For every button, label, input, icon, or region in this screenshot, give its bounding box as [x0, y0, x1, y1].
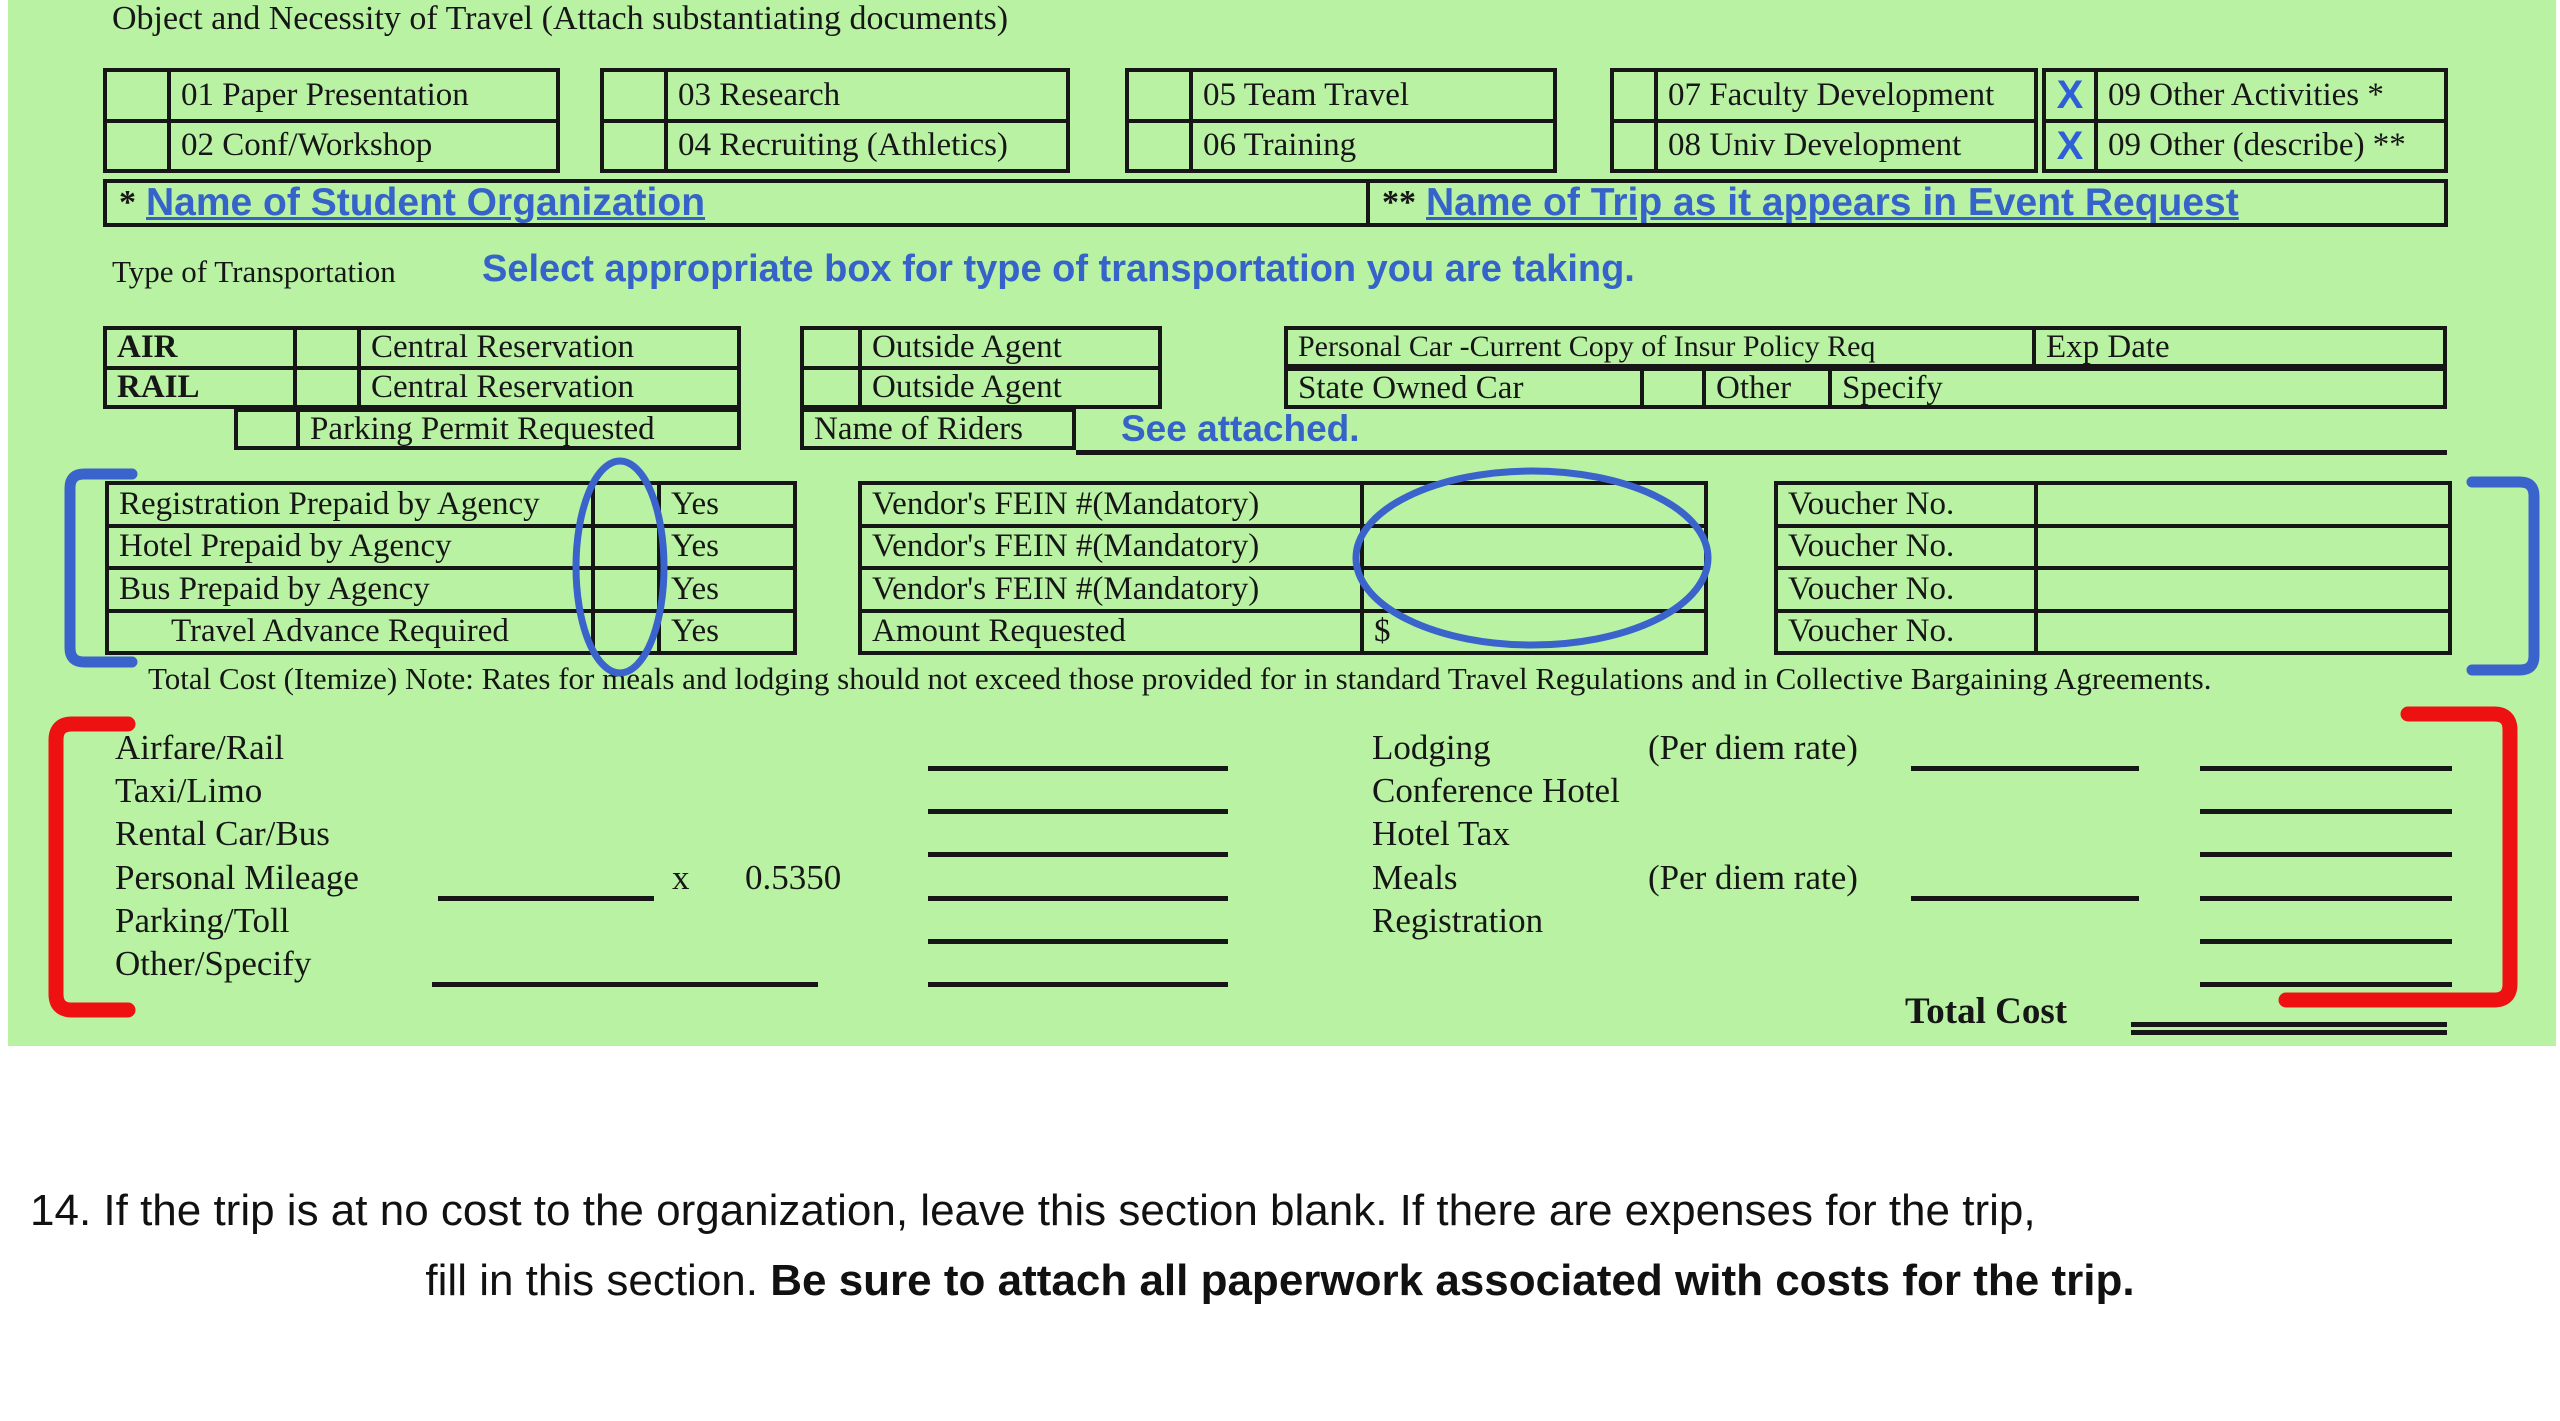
- checkbox-conf-workshop[interactable]: [107, 123, 171, 170]
- cost-item-label: Conference Hotel: [1372, 771, 1620, 810]
- yes-label: Yes: [671, 528, 720, 565]
- checkbox-air-central-reservation[interactable]: [297, 330, 361, 366]
- instruction-line-1: 14. If the trip is at no cost to the organization, leave this section blank. If there are expenses for the trip,: [30, 1186, 2036, 1235]
- cost-item-label: Other/Specify: [115, 944, 312, 983]
- cost-item-label: Meals: [1372, 858, 1458, 897]
- state-owned-car-label: State Owned Car: [1288, 371, 1644, 405]
- personal-car-label: Personal Car -Current Copy of Insur Policy Req: [1288, 330, 2036, 364]
- transportation-annotation: Select appropriate box for type of transportation you are taking.: [482, 248, 1635, 290]
- cost-item-label: Airfare/Rail: [115, 728, 285, 767]
- fill-line-taxi[interactable]: [928, 809, 1228, 814]
- category-label: 09 Other (describe) **: [2108, 127, 2406, 164]
- asterisk-marker: *: [119, 184, 136, 221]
- checkbox-other-activities[interactable]: [2046, 72, 2098, 119]
- voucher-value-field[interactable]: [2038, 570, 2448, 609]
- parking-permit-label: Parking Permit Requested: [310, 410, 655, 447]
- category-label: 08 Univ Development: [1668, 127, 1962, 164]
- prepaid-table: [105, 481, 797, 655]
- cost-item-label: Registration: [1372, 901, 1544, 940]
- see-attached-annotation: See attached.: [1121, 408, 1360, 449]
- voucher-label: Voucher No.: [1778, 528, 2038, 567]
- fill-line-meals[interactable]: [2200, 896, 2452, 901]
- central-reservation-label: Central Reservation: [371, 329, 635, 366]
- fill-line-meals-rate[interactable]: [1911, 896, 2139, 901]
- checkbox-faculty-development[interactable]: [1614, 72, 1658, 119]
- category-label: 02 Conf/Workshop: [181, 127, 433, 164]
- prepaid-label: Registration Prepaid by Agency: [109, 485, 595, 524]
- instruction-line-2: [0, 1256, 2560, 1306]
- fill-line-other[interactable]: [928, 982, 1228, 987]
- fein-label: Vendor's FEIN #(Mandatory): [862, 570, 1364, 609]
- trip-name-annotation: Name of Trip as it appears in Event Request: [1426, 181, 2239, 224]
- student-organization-field[interactable]: [107, 183, 1370, 223]
- per-diem-label: (Per diem rate): [1648, 728, 1858, 767]
- cost-item-label: Rental Car/Bus: [115, 814, 330, 853]
- name-of-riders-label: Name of Riders: [814, 410, 1023, 447]
- total-cost-note: Total Cost (Itemize) Note: Rates for meals and lodging should not exceed those provided for in standard Travel Regulations and in Collective Bargaining Agreements.: [148, 661, 2212, 696]
- fill-line-mileage-amount[interactable]: [928, 896, 1228, 901]
- outside-agent-label: Outside Agent: [872, 329, 1062, 366]
- per-diem-label: (Per diem rate): [1648, 858, 1858, 897]
- amount-requested-field[interactable]: $: [1374, 613, 1391, 650]
- prepaid-label: Travel Advance Required: [109, 613, 595, 652]
- voucher-label: Voucher No.: [1778, 613, 2038, 652]
- fein-table: [858, 481, 1708, 655]
- instruction-line-2-bold: Be sure to attach all paperwork associated with costs for the trip.: [770, 1256, 2135, 1305]
- checkbox-bus-prepaid[interactable]: [595, 570, 661, 609]
- fill-line-rental[interactable]: [928, 852, 1228, 857]
- category-label: 05 Team Travel: [1203, 76, 1410, 113]
- checkbox-rail-central-reservation[interactable]: [297, 370, 361, 406]
- outside-agent-label: Outside Agent: [872, 368, 1062, 405]
- checkbox-hotel-prepaid[interactable]: [595, 528, 661, 567]
- prepaid-label: Hotel Prepaid by Agency: [109, 528, 595, 567]
- section-title: Object and Necessity of Travel (Attach substantiating documents): [112, 0, 1009, 37]
- rail-label: RAIL: [107, 370, 297, 406]
- checkbox-travel-advance[interactable]: [595, 613, 661, 652]
- fill-line-parking[interactable]: [928, 939, 1228, 944]
- checkbox-univ-development[interactable]: [1614, 123, 1658, 170]
- category-label: 06 Training: [1203, 127, 1357, 164]
- air-label: AIR: [107, 330, 297, 366]
- voucher-value-field[interactable]: [2038, 613, 2448, 652]
- checkbox-recruiting[interactable]: [604, 123, 668, 170]
- fein-label: Vendor's FEIN #(Mandatory): [862, 528, 1364, 567]
- checkbox-research[interactable]: [604, 72, 668, 119]
- cost-item-label: Taxi/Limo: [115, 771, 263, 810]
- checkbox-other-transport[interactable]: [1644, 371, 1706, 405]
- category-group-1: [103, 68, 560, 173]
- checkbox-registration-prepaid[interactable]: [595, 485, 661, 524]
- fill-line-extra[interactable]: [2200, 982, 2452, 987]
- fill-line-registration[interactable]: [2200, 939, 2452, 944]
- outside-agent-table: [800, 326, 1162, 409]
- fill-line-other-specify[interactable]: [432, 982, 818, 987]
- voucher-value-field[interactable]: [2038, 528, 2448, 567]
- fein-value-field[interactable]: [1364, 485, 1704, 524]
- checkbox-parking-permit[interactable]: [238, 412, 300, 446]
- category-label: 01 Paper Presentation: [181, 76, 469, 113]
- other-label: Other: [1706, 371, 1832, 405]
- double-asterisk-marker: **: [1382, 184, 1416, 221]
- yes-label: Yes: [671, 570, 720, 607]
- total-cost-label: Total Cost: [1905, 991, 2068, 1032]
- total-cost-fill-line[interactable]: [2131, 1022, 2447, 1035]
- fill-line-airfare[interactable]: [928, 766, 1228, 771]
- voucher-table: [1774, 481, 2452, 655]
- riders-value-field[interactable]: [1076, 408, 2447, 455]
- state-owned-car-row: [1284, 367, 2447, 409]
- fill-line-mileage-miles[interactable]: [438, 896, 654, 901]
- fill-line-lodging[interactable]: [2200, 766, 2452, 771]
- cost-item-label: Lodging: [1372, 728, 1491, 767]
- checkbox-other-describe[interactable]: [2046, 123, 2098, 170]
- exp-date-field[interactable]: Exp Date: [2046, 328, 2170, 365]
- fein-value-field[interactable]: [1364, 570, 1704, 609]
- fill-line-hotel-tax[interactable]: [2200, 852, 2452, 857]
- specify-field[interactable]: Specify: [1842, 369, 1943, 406]
- category-group-2: [600, 68, 1070, 173]
- voucher-label: Voucher No.: [1778, 570, 2038, 609]
- central-reservation-label: Central Reservation: [371, 368, 635, 405]
- transportation-section-label: Type of Transportation: [112, 254, 396, 289]
- fill-line-lodging-rate[interactable]: [1911, 766, 2139, 771]
- category-label: 03 Research: [678, 76, 841, 113]
- category-group-3: [1125, 68, 1557, 173]
- checkbox-paper-presentation[interactable]: [107, 72, 171, 119]
- trip-name-field[interactable]: [1370, 183, 2444, 223]
- air-rail-table: [103, 326, 741, 409]
- mileage-rate: 0.5350: [745, 858, 842, 897]
- category-label: 07 Faculty Development: [1668, 76, 1995, 113]
- parking-permit-row: [234, 408, 741, 450]
- checkbox-mark-x: X: [2056, 123, 2084, 168]
- category-group-4: [1610, 68, 2038, 173]
- checkbox-air-outside-agent[interactable]: [804, 330, 862, 366]
- yes-label: Yes: [671, 485, 720, 522]
- fill-line-conference-hotel[interactable]: [2200, 809, 2452, 814]
- category-group-5: [2042, 68, 2448, 173]
- personal-car-row: [1284, 326, 2447, 368]
- checkbox-training[interactable]: [1129, 123, 1193, 170]
- mileage-times-sign: x: [672, 858, 690, 897]
- category-label: 09 Other Activities *: [2108, 76, 2384, 113]
- cost-item-label: Personal Mileage: [115, 858, 359, 897]
- cost-item-label: Hotel Tax: [1372, 814, 1510, 853]
- voucher-label: Voucher No.: [1778, 485, 2038, 524]
- name-of-riders-box: [800, 408, 1076, 450]
- student-organization-annotation: Name of Student Organization: [146, 181, 706, 224]
- fein-value-field[interactable]: [1364, 528, 1704, 567]
- checkbox-mark-x: X: [2056, 73, 2084, 118]
- instruction-line-2-normal: fill in this section.: [425, 1256, 771, 1305]
- prepaid-label: Bus Prepaid by Agency: [109, 570, 595, 609]
- checkbox-team-travel[interactable]: [1129, 72, 1193, 119]
- cost-item-label: Parking/Toll: [115, 901, 290, 940]
- category-label: 04 Recruiting (Athletics): [678, 127, 1008, 164]
- org-name-row: [103, 179, 2448, 227]
- voucher-value-field[interactable]: [2038, 485, 2448, 524]
- fein-label: Vendor's FEIN #(Mandatory): [862, 485, 1364, 524]
- checkbox-rail-outside-agent[interactable]: [804, 370, 862, 406]
- yes-label: Yes: [671, 613, 720, 650]
- amount-requested-label: Amount Requested: [862, 613, 1364, 652]
